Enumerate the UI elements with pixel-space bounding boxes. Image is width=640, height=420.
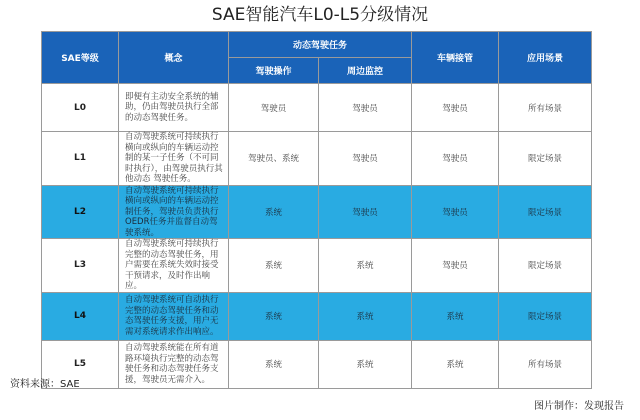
table-row	[42, 132, 592, 186]
header-surrounding-monitoring: 周边监控	[319, 58, 412, 84]
cell-scenario: 限定场景	[499, 292, 592, 340]
cell-operation: 系统	[229, 185, 319, 239]
cell-operation: 系统	[229, 340, 319, 388]
cell-level: L0	[42, 84, 119, 132]
cell-takeover: 系统	[412, 340, 499, 388]
cell-concept: 自动驾驶系统可持续执行横向或纵向的车辆运动控制任务，驾驶员负责执行OEDR任务并监督自动驾驶系统。	[119, 185, 229, 239]
source-note: 资料来源：SAE	[10, 379, 80, 390]
header-dynamic-task: 动态驾驶任务	[229, 32, 412, 58]
cell-takeover: 驾驶员	[412, 84, 499, 132]
cell-concept: 自动驾驶系统可自动执行完整的动态驾驶任务和动态驾驶任务支援，用户无需对系统请求作出响应。	[119, 292, 229, 340]
credit-note: 图片制作：发现报告	[534, 401, 624, 412]
cell-monitoring: 系统	[319, 292, 412, 340]
cell-level: L3	[42, 239, 119, 293]
cell-monitoring: 驾驶员	[319, 185, 412, 239]
table-header-row	[42, 32, 592, 58]
cell-operation: 系统	[229, 292, 319, 340]
cell-takeover: 系统	[412, 292, 499, 340]
page-title: SAE智能汽车L0-L5分级情况	[211, 5, 429, 25]
header-driving-operation: 驾驶操作	[229, 58, 319, 84]
cell-operation: 系统	[229, 239, 319, 293]
table-row	[42, 340, 592, 388]
cell-level: L4	[42, 292, 119, 340]
cell-concept: 自动驾驶系统可持续执行横向或纵向的车辆运动控制的某一子任务（不可同时执行），由驾驶员执行其他动态 驾驶任务。	[119, 132, 229, 186]
cell-level: L1	[42, 132, 119, 186]
cell-monitoring: 驾驶员	[319, 132, 412, 186]
cell-takeover: 驾驶员	[412, 132, 499, 186]
table-row-highlighted	[42, 185, 592, 239]
header-concept: 概念	[119, 32, 229, 84]
cell-takeover: 驾驶员	[412, 185, 499, 239]
header-level: SAE等级	[42, 32, 119, 84]
sae-level-table	[41, 31, 592, 389]
cell-takeover: 驾驶员	[412, 239, 499, 293]
cell-monitoring: 系统	[319, 239, 412, 293]
cell-concept: 自动驾驶系统可持续执行完整的动态驾驶任务，用户需要在系统失效时接受干预请求，及时作出响应。	[119, 239, 229, 293]
table-row	[42, 239, 592, 293]
cell-scenario: 限定场景	[499, 239, 592, 293]
cell-scenario: 所有场景	[499, 340, 592, 388]
header-takeover: 车辆接管	[412, 32, 499, 84]
cell-concept: 即便有主动安全系统的辅助，仍由驾驶员执行全部的动态驾驶任务。	[119, 84, 229, 132]
cell-level: L2	[42, 185, 119, 239]
cell-scenario: 限定场景	[499, 132, 592, 186]
cell-concept: 自动驾驶系统能在所有道路环境执行完整的动态驾驶任务和动态驾驶任务支援，驾驶员无需介入。	[119, 340, 229, 388]
table-row-highlighted	[42, 292, 592, 340]
cell-scenario: 所有场景	[499, 84, 592, 132]
cell-operation: 驾驶员	[229, 84, 319, 132]
table-row	[42, 84, 592, 132]
cell-scenario: 限定场景	[499, 185, 592, 239]
cell-monitoring: 驾驶员	[319, 84, 412, 132]
header-scenario: 应用场景	[499, 32, 592, 84]
cell-monitoring: 系统	[319, 340, 412, 388]
cell-operation: 驾驶员、系统	[229, 132, 319, 186]
cell-level: L5	[42, 340, 119, 388]
